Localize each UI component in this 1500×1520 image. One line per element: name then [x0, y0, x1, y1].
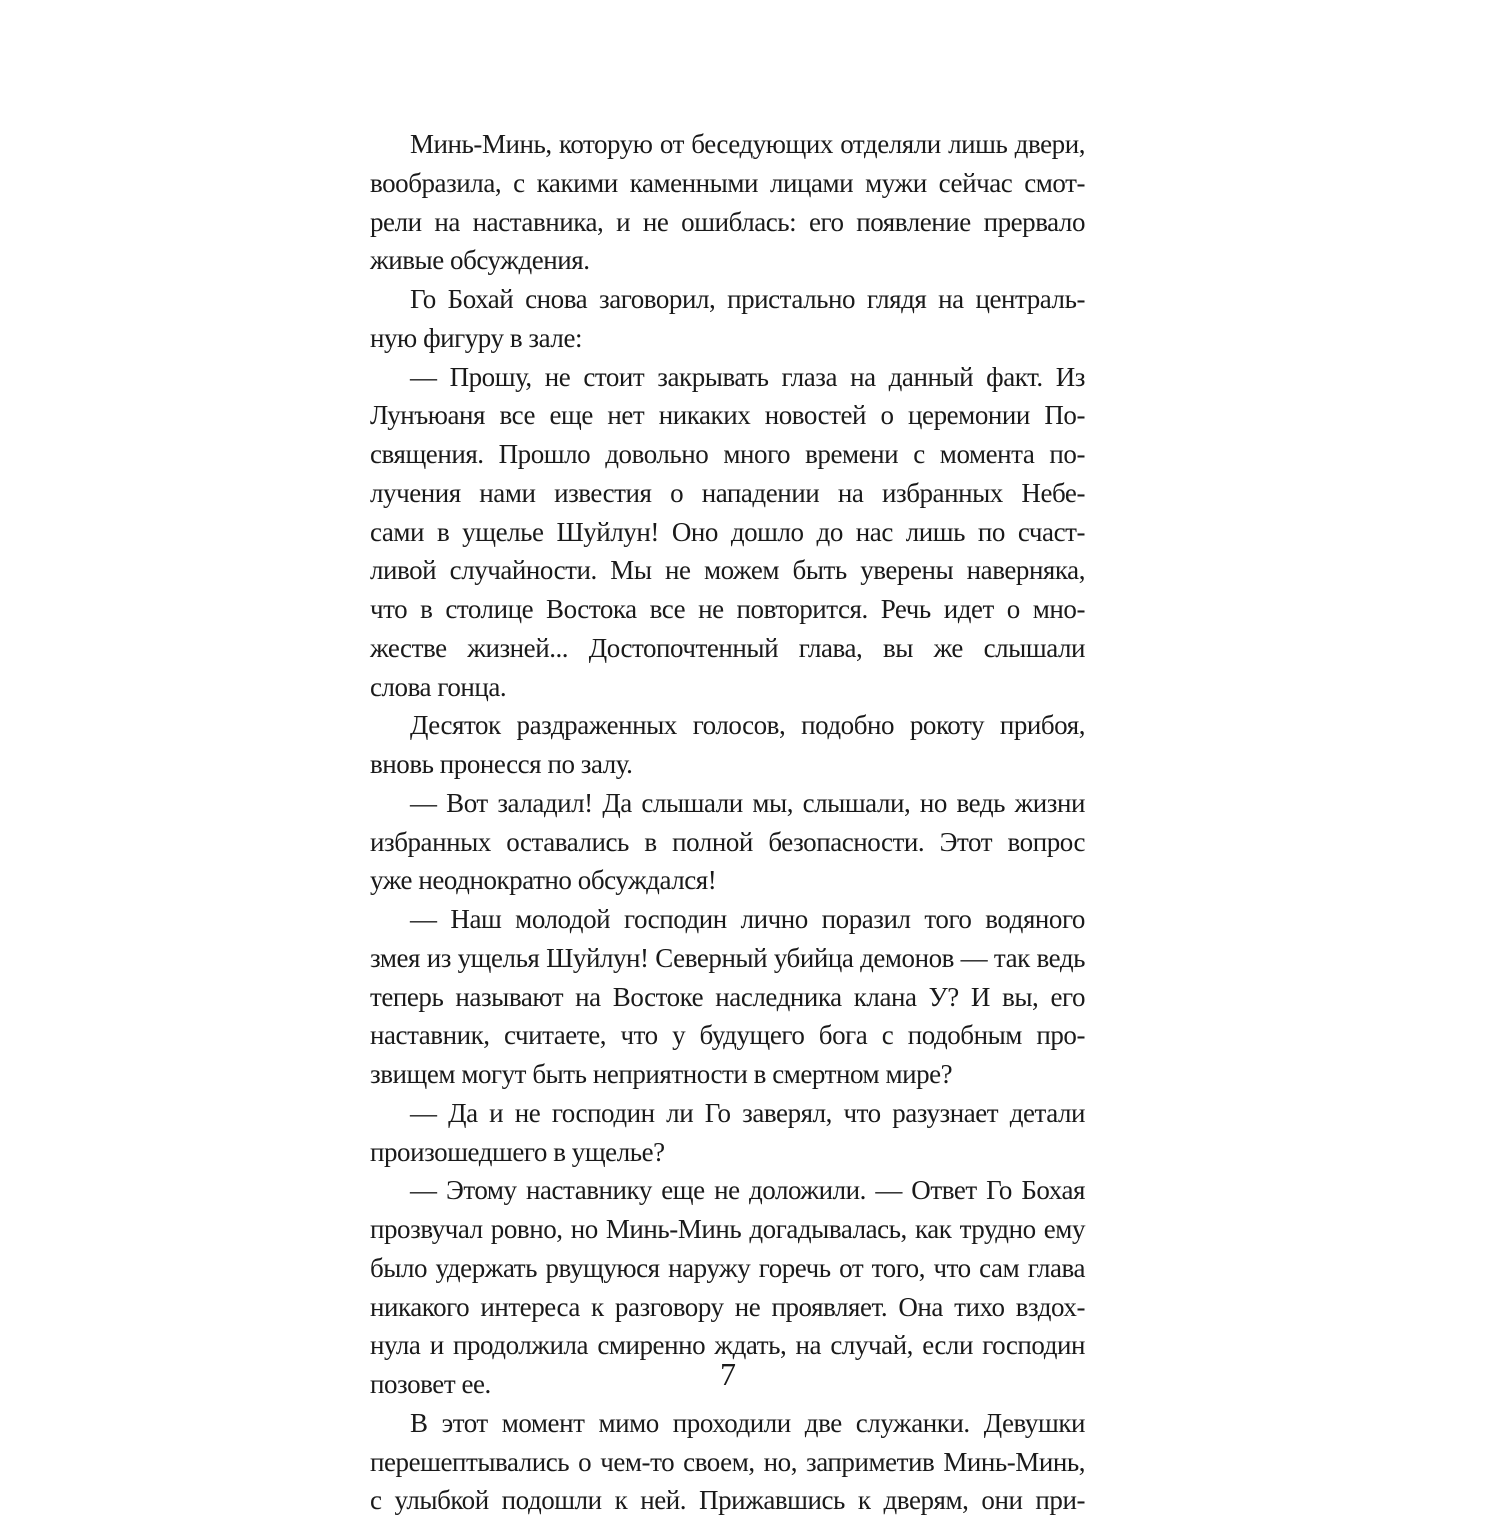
text-line: — Этому наставнику еще не доложили. — Ответ Го Бохая	[410, 1175, 1085, 1206]
text-line: прозвучал ровно, но Минь-Минь догадывалась, как трудно ему	[370, 1214, 1085, 1244]
text-line: было удержать рвущуюся наружу горечь от того, что сам глава	[370, 1252, 1085, 1283]
text-line: вообразила, с какими каменными лицами мужи сейчас смот-	[370, 167, 1085, 198]
text-line: произошедшего в ущелье?	[370, 1136, 665, 1167]
text-line: — Прошу, не стоит закрывать глаза на данный факт. Из	[410, 361, 1085, 392]
text-line: лучения нами известия о нападении на избранных Небе-	[370, 477, 1085, 508]
text-line: — Да и не господин ли Го заверял, что разузнает детали	[410, 1097, 1085, 1128]
book-page-text	[370, 125, 1085, 1520]
text-line: Десяток раздраженных голосов, подобно рокоту прибоя,	[410, 710, 1085, 741]
paragraph	[370, 1404, 1085, 1520]
text-line: Минь-Минь, которую от беседующих отделяли лишь двери,	[410, 129, 1085, 159]
text-line: уже неоднократно обсуждался!	[370, 865, 717, 896]
text-line: наставник, считаете, что у будущего бога с подобным про-	[370, 1020, 1085, 1051]
text-line: жестве жизней... Достопочтенный глава, вы же слышали	[370, 632, 1085, 663]
text-line: сами в ущелье Шуйлун! Оно дошло до нас лишь по счаст-	[370, 516, 1085, 547]
paragraph	[370, 706, 1085, 784]
text-line: — Вот заладил! Да слышали мы, слышали, но ведь жизни	[410, 787, 1085, 818]
text-line: священия. Прошло довольно много времени с момента по-	[370, 439, 1085, 469]
text-line: с улыбкой подошли к ней. Прижавшись к дверям, они при-	[370, 1485, 1085, 1516]
text-line: перешептывались о чем-то своем, но, заприметив Минь-Минь,	[370, 1446, 1085, 1477]
text-line: В этот момент мимо проходили две служанки. Девушки	[410, 1407, 1085, 1438]
text-line: позовет ее.	[370, 1369, 491, 1399]
text-line: Лунъюаня все еще нет никаких новостей о церемонии По-	[370, 400, 1085, 431]
paragraph	[370, 1094, 1085, 1172]
text-line: змея из ущелья Шуйлун! Северный убийца демонов — так ведь	[370, 942, 1085, 973]
text-line: звищем могут быть неприятности в смертном мире?	[370, 1059, 953, 1089]
text-line: избранных оставались в полной безопасности. Этот вопрос	[370, 826, 1085, 857]
text-line: ливой случайности. Мы не можем быть уверены наверняка,	[370, 555, 1085, 586]
paragraph	[370, 125, 1085, 280]
paragraph	[370, 784, 1085, 900]
text-line: теперь называют на Востоке наследника клана У? И вы, его	[370, 981, 1085, 1012]
page-number: 7	[720, 1356, 736, 1392]
text-line: ную фигуру в зале:	[370, 322, 583, 353]
text-line: что в столице Востока все не повторится. Речь идет о мно-	[370, 594, 1085, 624]
paragraph	[370, 280, 1085, 358]
text-line: — Наш молодой господин лично поразил того водяного	[410, 904, 1085, 934]
paragraph	[370, 358, 1085, 707]
text-line: нула и продолжила смиренно ждать, на случай, если господин	[370, 1330, 1085, 1361]
text-line: Го Бохай снова заговорил, пристально глядя на централь-	[410, 284, 1085, 314]
text-line: слова гонца.	[370, 671, 507, 702]
text-line: живые обсуждения.	[370, 245, 590, 276]
text-line: рели на наставника, и не ошиблась: его появление прервало	[370, 206, 1085, 237]
text-line: никакого интереса к разговору не проявляет. Она тихо вздох-	[370, 1291, 1085, 1322]
paragraph	[370, 900, 1085, 1094]
text-line: вновь пронесся по залу.	[370, 749, 633, 779]
